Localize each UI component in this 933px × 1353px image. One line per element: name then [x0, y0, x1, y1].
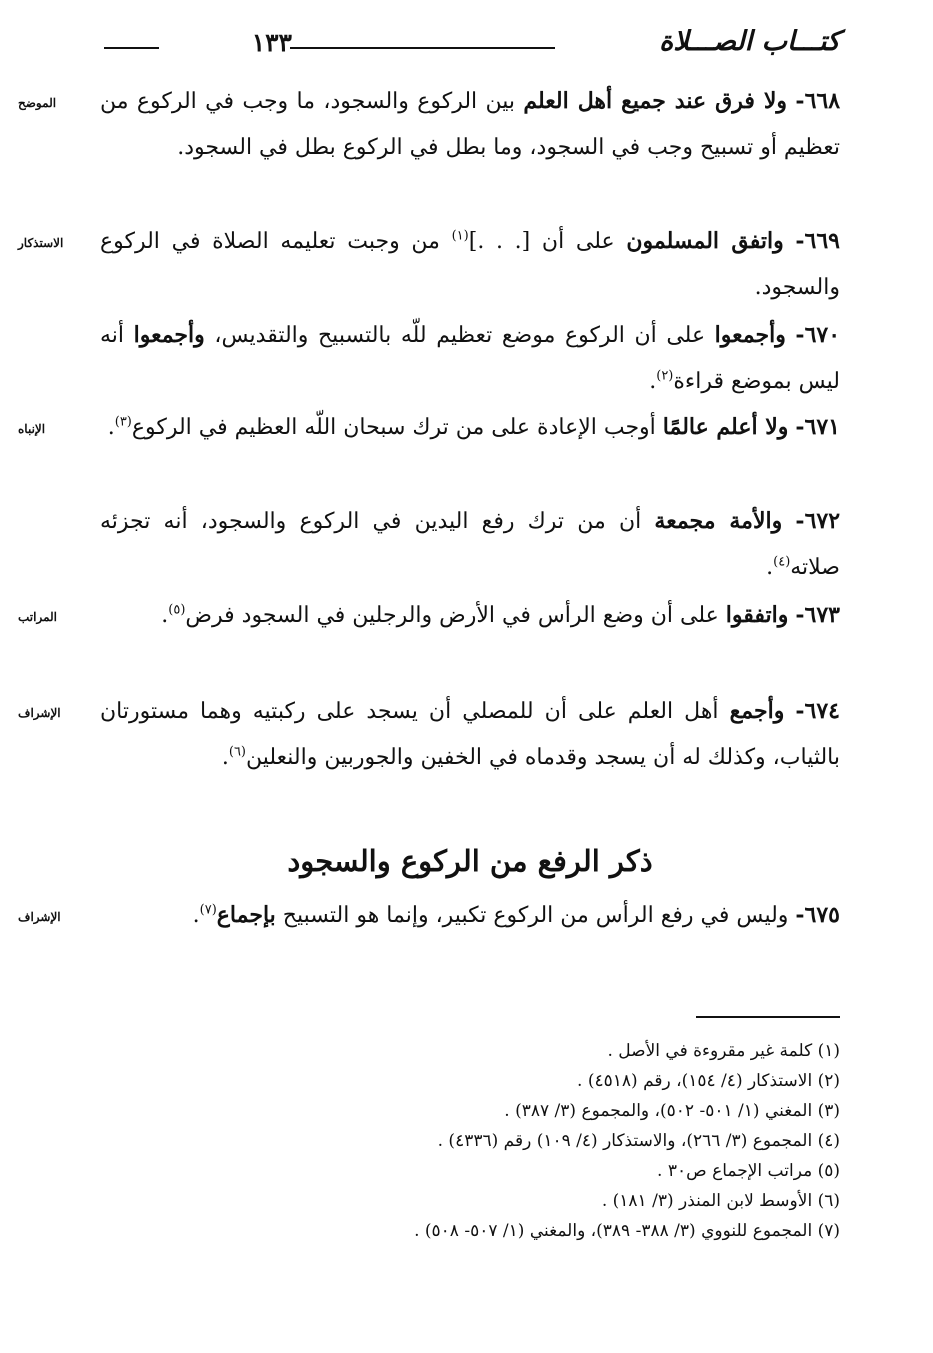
paragraph-number: ٦٧٣- [795, 602, 840, 628]
paragraph-text: . [221, 745, 229, 770]
paragraph-text: على أن الركوع موضع تعظيم للّه بالتسبيح والتقديس، [214, 323, 706, 348]
footnote-ref: (٧) [199, 902, 217, 918]
footnote: (٤) المجموع (٣/ ٢٦٦)، والاستذكار (٤/ ١٠٩) رقم (٤٣٣٦) . [437, 1131, 840, 1151]
source-label: الإنباه [18, 422, 46, 436]
source-label: الإشراف [18, 910, 61, 924]
footnote-ref: (٦) [228, 744, 246, 760]
paragraph-670 [100, 312, 840, 405]
header-rule [104, 47, 159, 49]
footnote-separator [696, 1016, 840, 1018]
page-number: ١٣٣ [251, 28, 292, 57]
footnote-ref: (٣) [114, 414, 132, 430]
footnote: (٢) الاستذكار (٤/ ١٥٤)، رقم (٤٥١٨) . [577, 1071, 840, 1091]
paragraph-number: ٦٧٥- [795, 902, 840, 928]
paragraph-text: . [161, 603, 169, 628]
paragraph-lead: وأجمعوا [133, 322, 205, 348]
footnotes [200, 1036, 840, 1246]
paragraph-text: . [766, 555, 774, 580]
paragraph-text: وليس في رفع الرأس من الركوع تكبير، وإنما هو التسبيح [282, 903, 789, 928]
paragraph-text: من وجبت تعليمه الصلاة في الركوع والسجود. [100, 229, 840, 300]
paragraph-text: على أن [. . .] [468, 229, 615, 254]
paragraph-number: ٦٧٠- [795, 322, 841, 348]
paragraph-number: ٦٧٢- [795, 508, 841, 534]
page-header [100, 26, 840, 66]
paragraph-lead: ولا أعلم عالمًا [662, 414, 789, 440]
footnote-ref: (٥) [168, 602, 186, 618]
paragraph-text: أنه ليس بموضع قراءة [100, 323, 840, 394]
paragraph-673 [100, 592, 840, 639]
footnote: (٦) الأوسط لابن المنذر (٣/ ١٨١) . [601, 1191, 840, 1211]
paragraph-text: بين الركوع والسجود، ما وجب في الركوع من تعظيم أو تسبيح وجب في السجود، وما بطل في الركوع بطل في السجود. [100, 89, 840, 160]
paragraph-669 [100, 218, 840, 311]
paragraph-number: ٦٧٤- [795, 698, 840, 724]
footnote: (٣) المغني (١/ ٥٠١- ٥٠٢)، والمجموع (٣/ ٣٨٧) . [504, 1101, 840, 1121]
paragraph-text: . [192, 903, 200, 928]
section-heading: ذكر الرفع من الركوع والسجود [287, 844, 653, 878]
paragraph-number: ٦٦٨- [795, 88, 841, 114]
paragraph-lead: وأجمع [729, 698, 785, 724]
paragraph-lead: وأجمعوا [714, 322, 786, 348]
paragraph-number: ٦٦٩- [795, 228, 840, 254]
paragraph-lead: واتفق المسلمون [626, 228, 784, 254]
paragraph-number: ٦٧١- [795, 414, 840, 440]
source-label: الموضح [18, 96, 57, 110]
paragraph-text: أن من ترك رفع اليدين في الركوع والسجود، أنه تجزئه صلاته [100, 509, 840, 580]
paragraph-675 [100, 892, 840, 939]
paragraph-672 [100, 498, 840, 591]
paragraph-lead: ولا فرق عند جميع أهل العلم [523, 88, 788, 114]
paragraph-671 [100, 404, 840, 451]
footnote: (١) كلمة غير مقروءة في الأصل . [607, 1041, 840, 1061]
footnote: (٥) مراتب الإجماع ص٣٠ . [657, 1161, 840, 1181]
source-label: الإشراف [18, 706, 61, 720]
paragraph-text: على أن وضع الرأس في الأرض والرجلين في السجود فرض [185, 603, 719, 628]
source-label: المراتب [18, 610, 58, 624]
header-rule [290, 47, 555, 49]
paragraph-674 [100, 688, 840, 781]
paragraph-text: . [107, 415, 115, 440]
paragraph-lead: واتفقوا [725, 602, 789, 628]
paragraph-text: . [649, 369, 657, 394]
footnote-ref: (٢) [656, 368, 674, 384]
footnote-ref: (٤) [773, 554, 791, 570]
footnote-ref: (١) [451, 228, 469, 244]
source-label: الاستذكار [18, 236, 64, 250]
paragraph-668 [100, 78, 840, 171]
paragraph-text: أوجب الإعادة على من ترك سبحان اللّه العظيم في الركوع [131, 415, 656, 440]
book-title: كتـــاب الصـــلاة [659, 26, 840, 57]
paragraph-lead: بإجماع [216, 902, 276, 928]
paragraph-lead: والأمة مجمعة [654, 508, 783, 534]
footnote: (٧) المجموع للنووي (٣/ ٣٨٨- ٣٨٩)، والمغني (١/ ٥٠٧- ٥٠٨) . [414, 1221, 840, 1241]
paragraph-text: أهل العلم على أن للمصلي أن يسجد على ركبتيه وهما مستورتان بالثياب، وكذلك له أن يسجد وقدماه في الخفين والجوربين والنعلين [100, 699, 840, 770]
